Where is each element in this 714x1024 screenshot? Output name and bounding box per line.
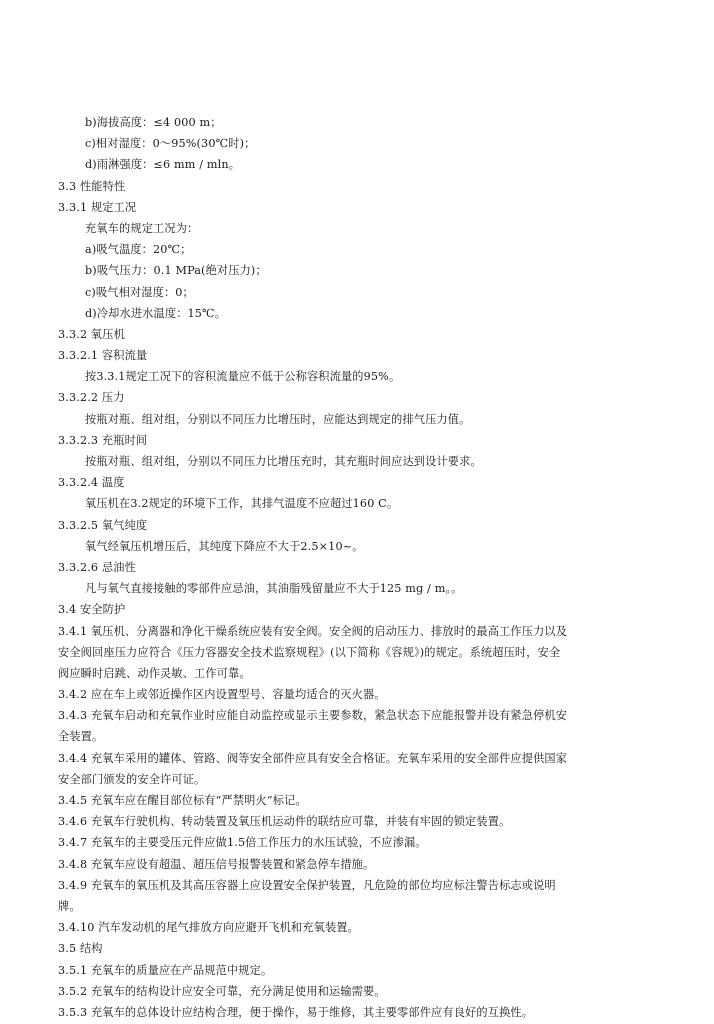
text-line: 安全阀回座压力应符合《压力容器安全技术监察规程》(以下简称《容规》)的规定。系统超压时，安全 xyxy=(58,645,561,659)
text-line: 按3.3.1规定工况下的容积流量应不低于公称容积流量的95%。 xyxy=(85,370,401,384)
text-line: 3.3.2 氧压机 xyxy=(58,327,125,341)
text-line: 安全部门颁发的安全许可证。 xyxy=(58,772,206,786)
text-line: 3.3.2.5 氧气纯度 xyxy=(58,518,148,532)
text-line: c)吸气相对湿度：0； xyxy=(85,285,194,299)
text-line: 牌。 xyxy=(58,899,81,913)
text-line: 3.3.1 规定工况 xyxy=(58,200,137,214)
document-body xyxy=(0,112,714,1023)
text-line: 3.4.3 充氧车启动和充氧作业时应能自动监控或显示主要参数，紧急状态下应能报警并设有紧急停机安 xyxy=(58,709,568,723)
text-line: 3.5.3 充氧车的总体设计应结构合理，便于操作，易于维修，其主要零部件应有良好的互换性。 xyxy=(58,1005,534,1019)
text-line: 3.4.6 充氧车行驶机构、转动装置及氧压机运动件的联结应可靠，并装有牢固的锁定装置。 xyxy=(58,815,511,829)
text-line: 3.4.2 应在车上或邻近操作区内设置型号、容量均适合的灭火器。 xyxy=(58,688,386,702)
text-line: 3.4.8 充氧车应设有超温、超压信号报警装置和紧急停车措施。 xyxy=(58,857,375,871)
text-line: 3.3.2.2 压力 xyxy=(58,391,125,405)
text-line: 氧气经氧压机增压后，其纯度下降应不大于2.5×10~。 xyxy=(85,539,364,553)
text-line: d)冷却水进水温度：15℃。 xyxy=(85,306,227,320)
text-line: 3.4.7 充氧车的主要受压元件应做1.5倍工作压力的水压试验，不应渗漏。 xyxy=(58,836,427,850)
text-line: 按瓶对瓶、组对组，分别以不同压力比增压时，应能达到规定的排气压力值。 xyxy=(85,412,471,426)
text-line: b)吸气压力：0.1 MPa(绝对压力)； xyxy=(85,264,267,278)
text-line: 3.5.2 充氧车的结构设计应安全可靠，充分满足使用和运输需要。 xyxy=(58,984,386,998)
text-line: 全装置。 xyxy=(58,730,104,744)
text-line: 充氧车的规定工况为： xyxy=(85,221,199,235)
text-line: 阀应瞬时启跳、动作灵敏、工作可靠。 xyxy=(58,666,251,680)
text-line: 3.4.5 充氧车应在醒目部位标有“严禁明火”标记。 xyxy=(58,794,307,807)
text-line: 3.5.1 充氧车的质量应在产品规范中规定。 xyxy=(58,963,273,977)
text-line: 3.4 安全防护 xyxy=(58,603,126,617)
text-line: 3.3.2.6 忌油性 xyxy=(58,560,136,574)
text-line: d)雨淋强度：≤6 mm / mln。 xyxy=(85,158,241,172)
text-line: 凡与氧气直接接触的零部件应忌油，其油脂残留量应不大于125 mg / m。。 xyxy=(85,582,463,596)
text-line: 3.3.2.3 充瓶时间 xyxy=(58,433,148,447)
text-line: 3.4.9 充氧车的氧压机及其高压容器上应设置安全保护装置，凡危险的部位均应标注警告标志或说明 xyxy=(58,878,556,892)
text-line: 3.4.10 汽车发动机的尾气排放方向应避开飞机和充氧装置。 xyxy=(58,921,359,935)
text-line: 3.3.2.4 温度 xyxy=(58,476,125,490)
text-line: c)相对湿度：0～95%(30℃时)； xyxy=(85,137,256,151)
text-line: 3.3.2.1 容积流量 xyxy=(58,349,148,363)
text-line: 3.4.1 氧压机、分离器和净化干燥系统应装有安全阀。安全阀的启动压力、排放时的最高工作压力以及 xyxy=(58,624,568,638)
text-line: 按瓶对瓶、组对组，分别以不同压力比增压充时，其充瓶时间应达到设计要求。 xyxy=(85,455,482,468)
text-line: 3.3 性能特性 xyxy=(58,179,126,193)
text-line: 3.4.4 充氧车采用的罐体、管路、阀等安全部件应具有安全合格证。充氧车采用的安全部件应提供国家 xyxy=(58,751,568,765)
text-line: b)海拔高度：≤4 000 m； xyxy=(85,116,222,129)
text-line: 3.5 结构 xyxy=(58,942,103,956)
text-line: 氧压机在3.2规定的环境下工作，其排气温度不应超过160 C。 xyxy=(85,497,399,511)
text-line: a)吸气温度：20℃； xyxy=(85,243,192,257)
